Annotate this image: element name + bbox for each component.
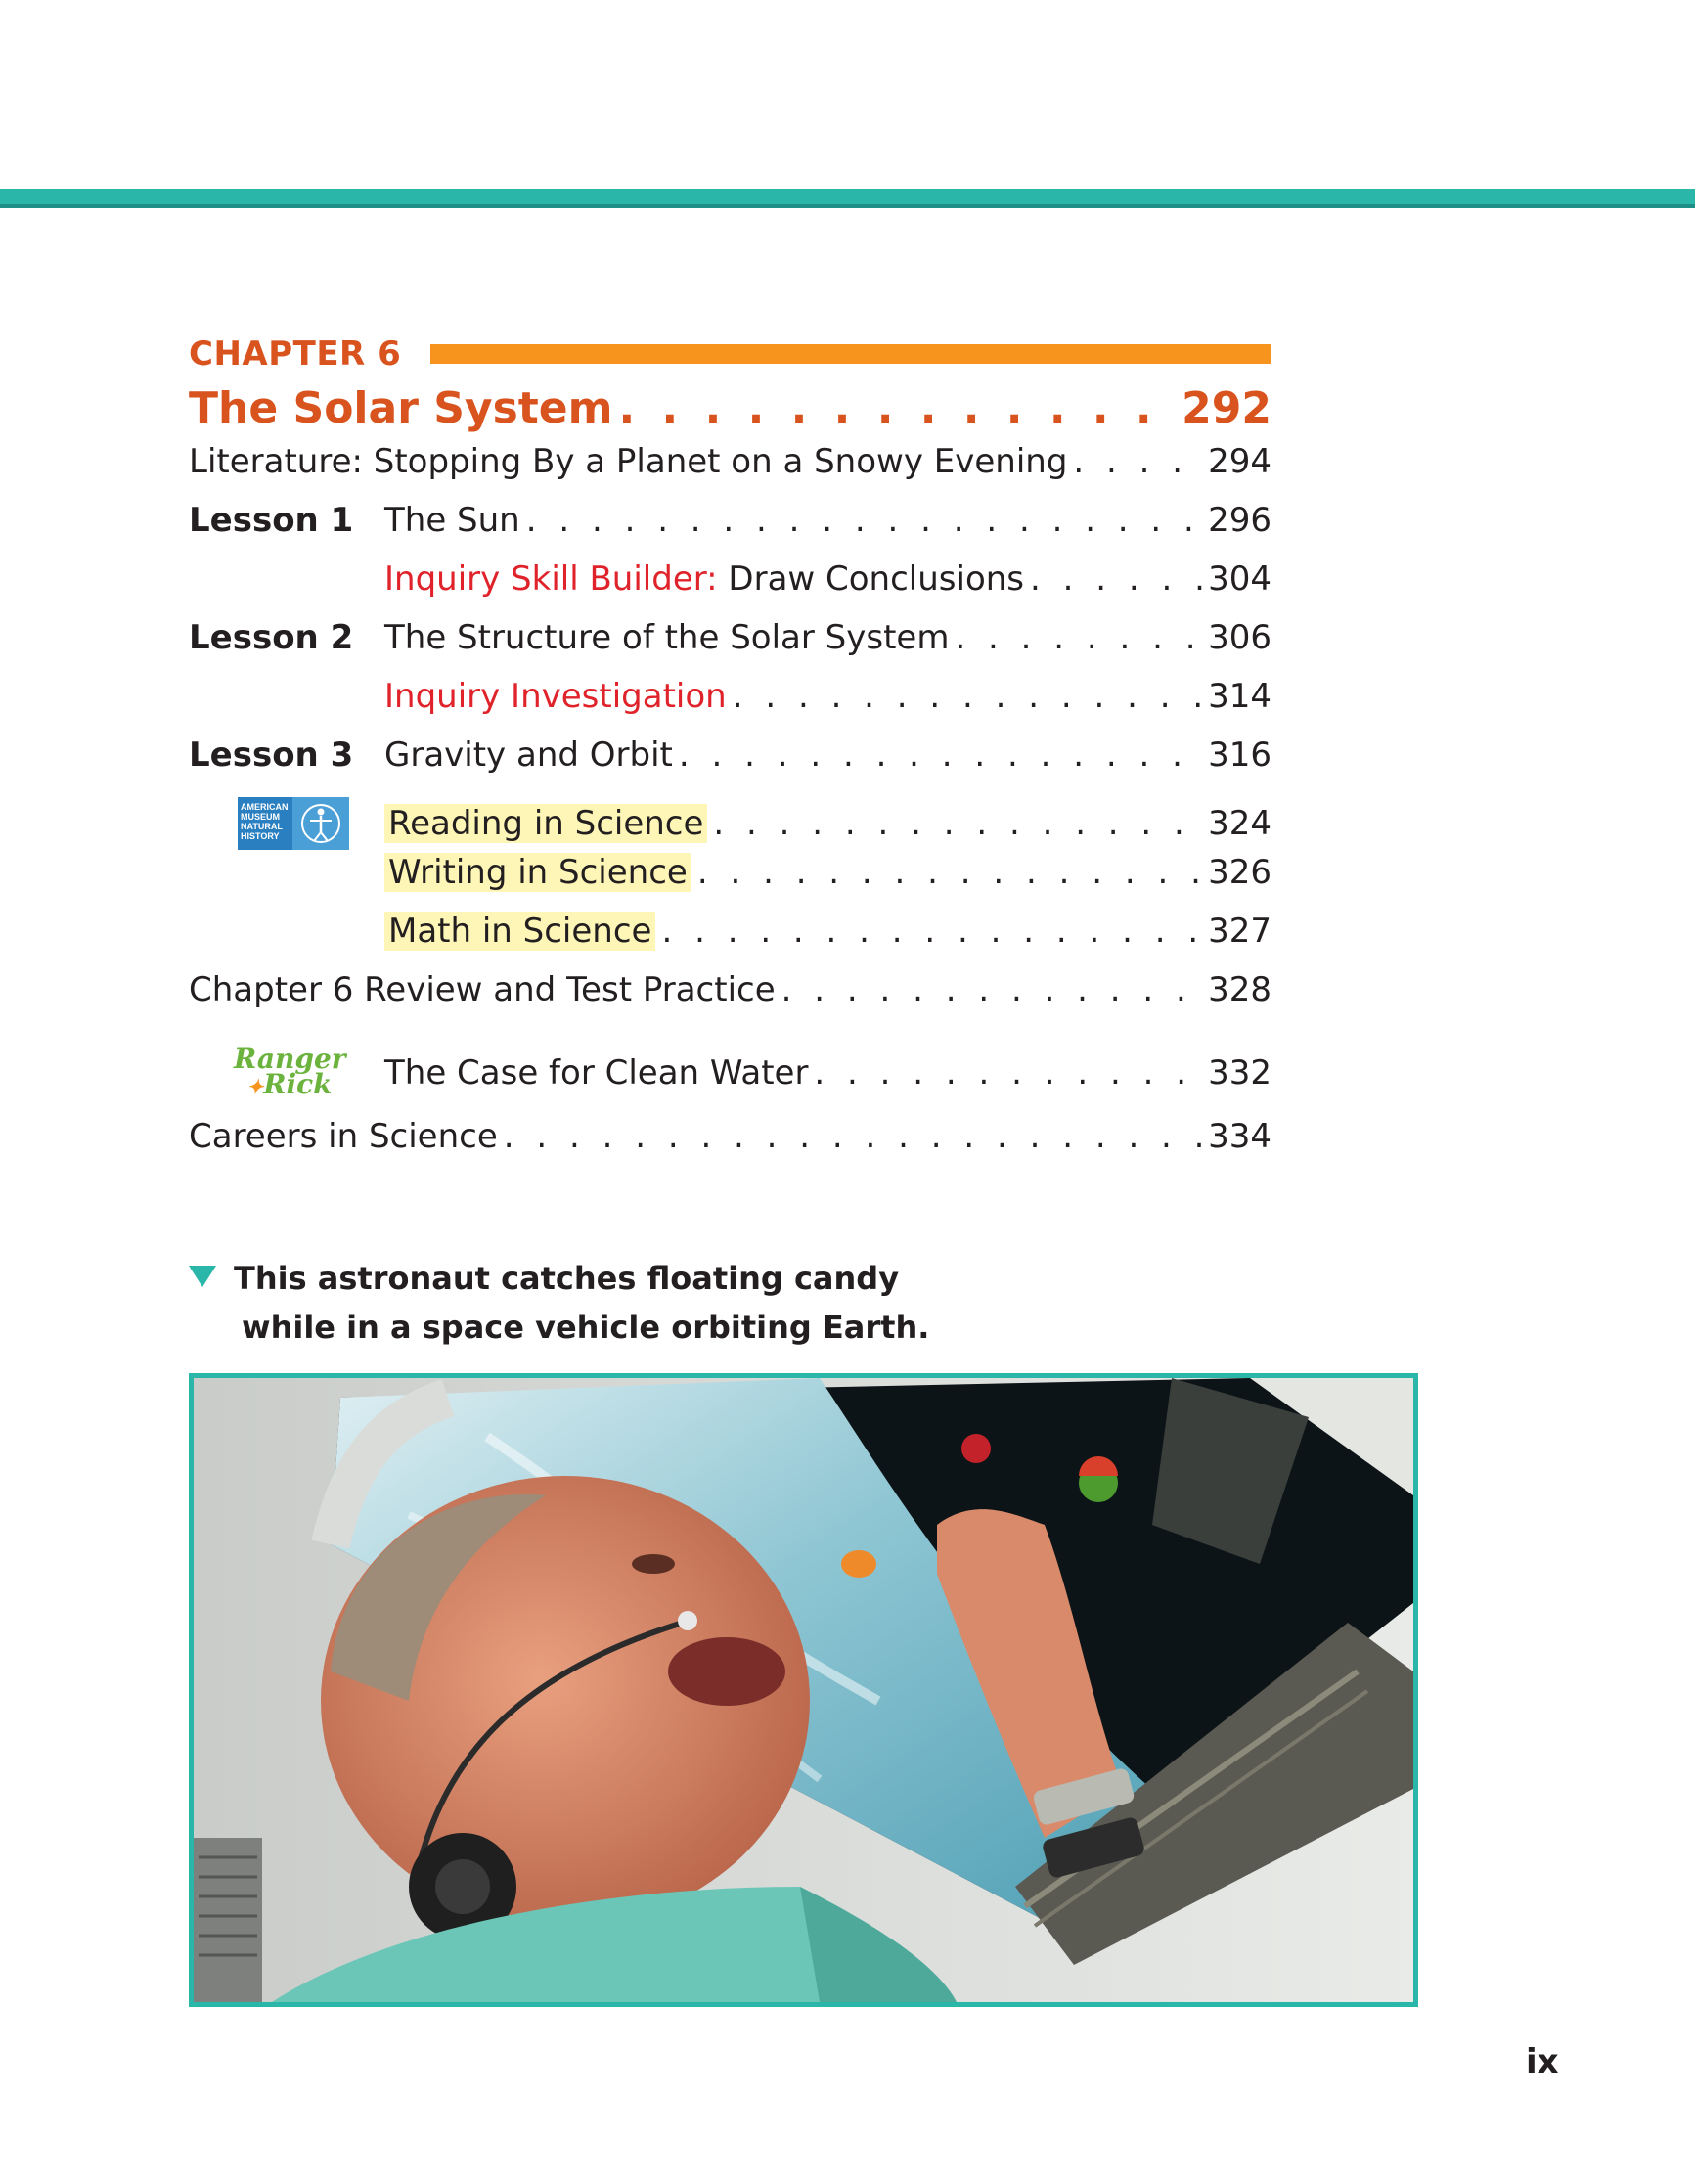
dot-leader <box>781 970 1202 1009</box>
toc-entry[interactable] <box>189 559 1271 618</box>
paw-icon: ✦ <box>246 1075 264 1098</box>
chapter-title-page: 292 <box>1182 383 1271 433</box>
toc-entry[interactable] <box>189 912 1271 970</box>
astronaut-photo <box>189 1373 1418 2007</box>
entry-page: 296 <box>1208 501 1271 540</box>
orange-candy <box>841 1550 876 1578</box>
toc-entry[interactable] <box>189 1029 1271 1117</box>
table-of-contents <box>189 333 1271 1176</box>
caption-line-1: This astronaut catches floating candy <box>234 1260 900 1297</box>
entry-subtext: Draw Conclusions <box>728 559 1025 599</box>
amnh-figure-icon <box>292 797 349 850</box>
lesson-label: Lesson 2 <box>189 618 354 657</box>
toc-entry[interactable] <box>189 618 1271 677</box>
chapter-title: The Solar System <box>189 383 613 433</box>
entry-page: 326 <box>1208 853 1271 892</box>
entry-page: 324 <box>1208 804 1271 843</box>
dot-leader <box>661 912 1202 951</box>
chapter-bar <box>430 344 1271 364</box>
entry-text: Literature: Stopping By a Planet on a Snowy Evening <box>189 442 1068 481</box>
entry-text: Chapter 6 Review and Test Practice <box>189 970 776 1009</box>
dot-leader <box>733 677 1202 716</box>
toc-entry[interactable] <box>189 501 1271 559</box>
entry-page: 316 <box>1208 735 1271 775</box>
amnh-logo <box>238 797 349 850</box>
inquiry-label: Inquiry Skill Builder: <box>384 559 718 599</box>
entry-text: Reading in Science <box>384 804 707 843</box>
toc-entry[interactable] <box>189 794 1271 853</box>
entry-text: The Case for Clean Water <box>384 1053 809 1092</box>
entry-page: 306 <box>1208 618 1271 657</box>
entry-page: 314 <box>1208 677 1271 716</box>
toc-entry[interactable] <box>189 1117 1271 1176</box>
chapter-label: CHAPTER 6 <box>189 334 402 374</box>
entry-page: 304 <box>1208 559 1271 599</box>
dot-leader <box>814 1053 1202 1092</box>
dot-leader <box>504 1117 1202 1156</box>
toc-entry[interactable] <box>189 735 1271 794</box>
entry-page: 327 <box>1208 912 1271 951</box>
chapter-header <box>189 333 1271 376</box>
entry-text: Writing in Science <box>384 853 691 892</box>
dot-leader <box>697 853 1202 892</box>
entry-text: Careers in Science <box>189 1117 498 1156</box>
amnh-text: AMERICAN MUSEUM NATURAL HISTORY <box>238 797 292 850</box>
dot-leader <box>526 501 1202 540</box>
dot-leader <box>619 383 1177 433</box>
photo-caption <box>189 1254 1069 1352</box>
astronaut-illustration <box>194 1378 1413 2002</box>
red-candy <box>961 1434 991 1463</box>
dot-leader <box>679 735 1202 775</box>
ranger-rick-logo: Ranger ✦Rick <box>234 1043 346 1100</box>
dot-leader <box>955 618 1202 657</box>
entry-text: Inquiry Investigation <box>384 677 727 716</box>
dot-leader <box>713 804 1202 843</box>
entry-text: Gravity and Orbit <box>384 735 673 775</box>
entry-page: 328 <box>1208 970 1271 1009</box>
triangle-bullet-icon <box>189 1266 216 1287</box>
top-rule <box>0 189 1695 208</box>
entry-page: 334 <box>1208 1117 1271 1156</box>
page-number: ix <box>1526 2042 1559 2081</box>
dot-leader <box>1073 442 1202 481</box>
lesson-label: Lesson 1 <box>189 501 354 540</box>
caption-line-2: while in a space vehicle orbiting Earth. <box>242 1309 930 1346</box>
entry-page: 332 <box>1208 1053 1271 1092</box>
lead-logo <box>189 1043 384 1100</box>
toc-entry[interactable] <box>189 970 1271 1029</box>
entry-text: The Structure of the Solar System <box>384 618 950 657</box>
dot-leader <box>1030 559 1202 599</box>
entry-text: Math in Science <box>384 912 655 951</box>
chapter-title-row[interactable] <box>189 383 1271 442</box>
toc-entry[interactable] <box>189 442 1271 501</box>
lesson-label: Lesson 3 <box>189 735 354 775</box>
entry-text <box>384 559 1024 599</box>
toc-entry[interactable] <box>189 853 1271 912</box>
lead-logo <box>189 797 384 850</box>
entry-text: The Sun <box>384 501 520 540</box>
toc-entry[interactable] <box>189 677 1271 735</box>
entry-page: 294 <box>1208 442 1271 481</box>
